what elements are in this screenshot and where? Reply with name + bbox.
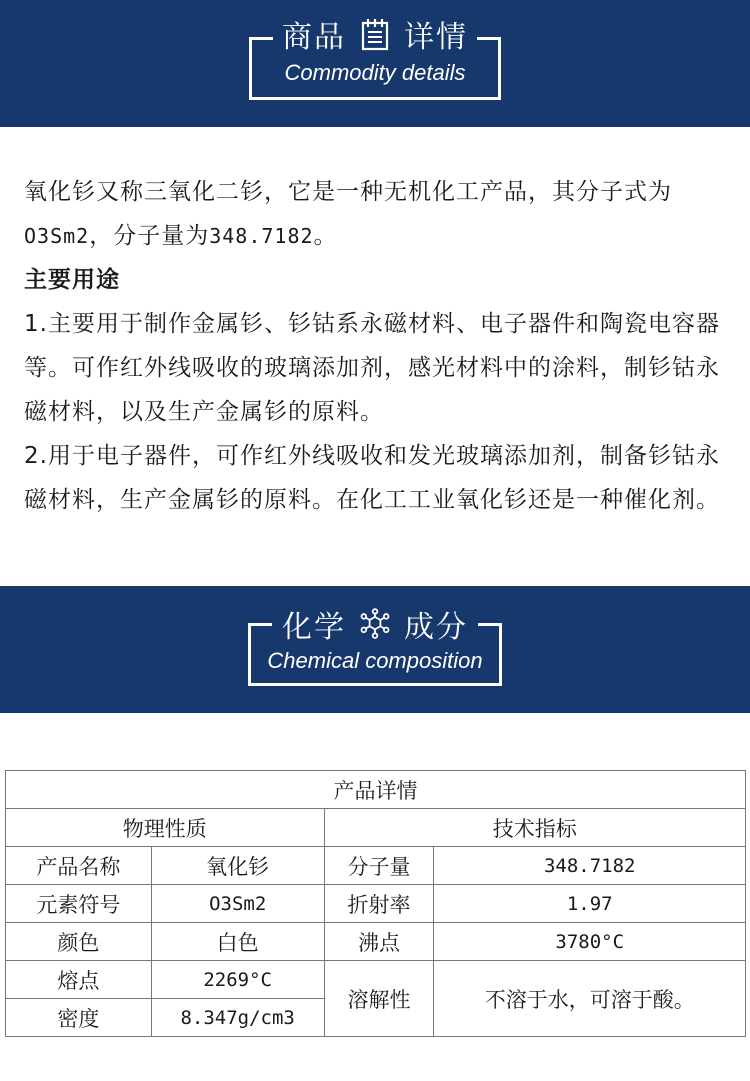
- product-description: [24, 170, 730, 522]
- spec-label: 溶解性: [324, 961, 434, 1037]
- table-row: [6, 847, 746, 885]
- property-label: 元素符号: [6, 885, 152, 923]
- molecular-weight: 348.7182: [209, 224, 314, 248]
- section-title-right: 成分: [404, 610, 468, 645]
- spec-value: 1.97: [434, 885, 746, 923]
- molecule-icon: [358, 607, 392, 641]
- table-caption-row: [6, 771, 746, 809]
- group-physical-properties: 物理性质: [6, 809, 325, 847]
- property-value: 氧化钐: [151, 847, 324, 885]
- section-title: [0, 12, 750, 56]
- table-row: [6, 961, 746, 999]
- property-label: 熔点: [6, 961, 152, 999]
- usage-item-2: 2.用于电子器件，可作红外线吸收和发光玻璃添加剂，制备钐钴永磁材料，生产金属钐的原料。在化工工业氧化钐还是一种催化剂。: [24, 443, 720, 513]
- commodity-details-banner: [0, 0, 750, 127]
- chemical-composition-banner: [0, 586, 750, 713]
- molecular-formula: O3Sm2: [24, 224, 90, 248]
- property-value: O3Sm2: [151, 885, 324, 923]
- spec-label: 沸点: [324, 923, 434, 961]
- spec-value: 3780°C: [434, 923, 746, 961]
- table-row: [6, 885, 746, 923]
- usage-item-1: 1.主要用于制作金属钐、钐钴系永磁材料、电子器件和陶瓷电容器等。可作红外线吸收的玻璃添加剂，感光材料中的涂料，制钐钴永磁材料，以及生产金属钐的原料。: [24, 311, 720, 425]
- notepad-icon: [358, 17, 392, 51]
- product-spec-table: [5, 770, 746, 1037]
- property-label: 密度: [6, 999, 152, 1037]
- property-value: 白色: [151, 923, 324, 961]
- table-group-row: [6, 809, 746, 847]
- property-label: 颜色: [6, 923, 152, 961]
- spec-label: 折射率: [324, 885, 434, 923]
- spec-value: 不溶于水，可溶于酸。: [434, 961, 746, 1037]
- table-caption: 产品详情: [6, 771, 746, 809]
- section-subtitle: Chemical composition: [267, 648, 483, 673]
- table-row: [6, 923, 746, 961]
- intro-end: 。: [313, 223, 338, 249]
- section-subtitle: Commodity details: [284, 60, 466, 85]
- property-label: 产品名称: [6, 847, 152, 885]
- section-title-right: 详情: [404, 20, 468, 55]
- intro-line-2: [24, 214, 730, 258]
- section-title-left: 化学: [282, 610, 346, 645]
- usage-heading: 主要用途: [24, 267, 120, 293]
- spec-value: 348.7182: [434, 847, 746, 885]
- group-technical-specs: 技术指标: [324, 809, 745, 847]
- spec-label: 分子量: [324, 847, 434, 885]
- section-title-left: 商品: [282, 20, 346, 55]
- property-value: 2269°C: [151, 961, 324, 999]
- intro-mid: ，分子量为: [89, 223, 210, 249]
- property-value: 8.347g/cm3: [151, 999, 324, 1037]
- intro-line-1: 氧化钐又称三氧化二钐，它是一种无机化工产品，其分子式为: [24, 179, 672, 205]
- section-title: [0, 602, 750, 646]
